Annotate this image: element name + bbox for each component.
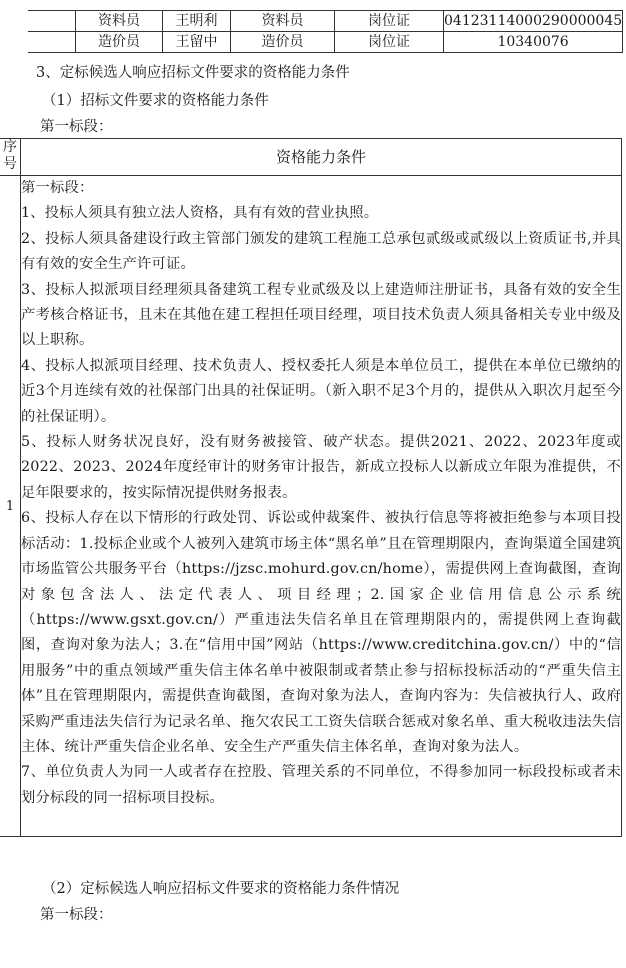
subsection-2-title: （2）定标候选人响应招标文件要求的资格能力条件情况	[42, 881, 400, 897]
qualification-table	[0, 138, 622, 837]
lot-1-label-2: 第一标段：	[40, 907, 113, 923]
name-cell: 王明利	[163, 11, 231, 32]
seq-header	[0, 139, 21, 176]
qualification-content	[21, 176, 622, 837]
cert-type-cell: 岗位证	[335, 11, 444, 32]
cert-type-cell: 岗位证	[335, 32, 444, 53]
table-row	[28, 11, 623, 32]
role-cell: 资料员	[231, 11, 335, 32]
name-cell: 王留中	[163, 32, 231, 53]
lot-1-label: 第一标段：	[40, 119, 113, 135]
content-heading: 第一标段：	[21, 180, 94, 196]
role-cell: 资料员	[76, 11, 163, 32]
seq-header-char-2: 号	[3, 156, 17, 172]
staff-certificate-table	[28, 10, 623, 53]
blank-cell	[28, 32, 76, 53]
table-header-row	[0, 139, 622, 176]
qualification-item-5: 5、投标人财务状况良好，没有财务被接管、破产状态。提供2021、2022、2023年度或2022、2023、2024年度经审计的财务审计报告，新成立投标人以新成立年限为准提供，不足年限要求的，按实际情况提供财务报表。	[21, 434, 621, 501]
blank-cell	[28, 11, 76, 32]
role-cell: 造价员	[231, 32, 335, 53]
qualification-item-1: 1、投标人须具有独立法人资格，具有有效的营业执照。	[21, 205, 379, 222]
cert-number-cell: 04123114000290000045	[444, 11, 623, 32]
qualification-item-4: 4、投标人拟派项目经理、技术负责人、授权委托人须是本单位员工，提供在本单位已缴纳的近3个月连续有效的社保部门出具的社保证明。（新入职不足3个月的，提供从入职次月起至今的社保证明）。	[21, 357, 621, 425]
seq-header-char-1: 序	[3, 139, 17, 155]
role-cell: 造价员	[76, 32, 163, 53]
qualification-item-6: 6、投标人存在以下情形的行政处罚、诉讼或仲裁案件、被执行信息等将被拒绝参与本项目投标活动：1.投标企业或个人被列入建筑市场主体“黑名单”且在管理期限内，查询渠道全国建筑市场监管公共服务平台（https://jzsc.mohurd.gov.cn/home），需提供网上查询截图，查询对象包含法人、法定代表人、项目经理；2.国家企业信用信息公示系统（https://www.gsxt.gov.cn/）严重违法失信名单且在管理期限内的，需提供网上查询截图，查询对象为法人；3.在“信用中国”网站（https://www.creditchina.gov.cn/）中的“信用服务”中的重点领域严重失信主体名单中被限制或者禁止参与招标投标活动的“严重失信主体”且在管理期限内，需提供查询截图，查询对象为法人，查询内容为：失信被执行人、政府采购严重违法失信行为记录名单、拖欠农民工工资失信联合惩戒对象名单、重大税收违法失信主体、统计严重失信企业名单、安全生产严重失信主体名单，查询对象为法人。	[21, 510, 621, 755]
qualification-item-2: 2、投标人须具备建设行政主管部门颁发的建筑工程施工总承包贰级或贰级以上资质证书,并具有有效的安全生产许可证。	[21, 230, 621, 273]
table-row	[28, 32, 623, 53]
row-seq-number: 1	[0, 176, 21, 837]
qualification-item-3: 3、投标人拟派项目经理须具备建筑工程专业贰级及以上建造师注册证书，具备有效的安全生产考核合格证书，且未在其他在建工程担任项目经理，项目技术负责人须具备相关专业中级及以上职称。	[21, 281, 621, 349]
cert-number-cell: 10340076	[444, 32, 623, 53]
section-3-title: 3、定标候选人响应招标文件要求的资格能力条件	[36, 65, 350, 81]
qualification-header: 资格能力条件	[21, 139, 622, 176]
subsection-1-title: （1）招标文件要求的资格能力条件	[42, 93, 269, 109]
table-row	[0, 176, 622, 837]
qualification-item-7: 7、单位负责人为同一人或者存在控股、管理关系的不同单位，不得参加同一标段投标或者未划分标段的同一招标项目投标。	[21, 764, 621, 806]
